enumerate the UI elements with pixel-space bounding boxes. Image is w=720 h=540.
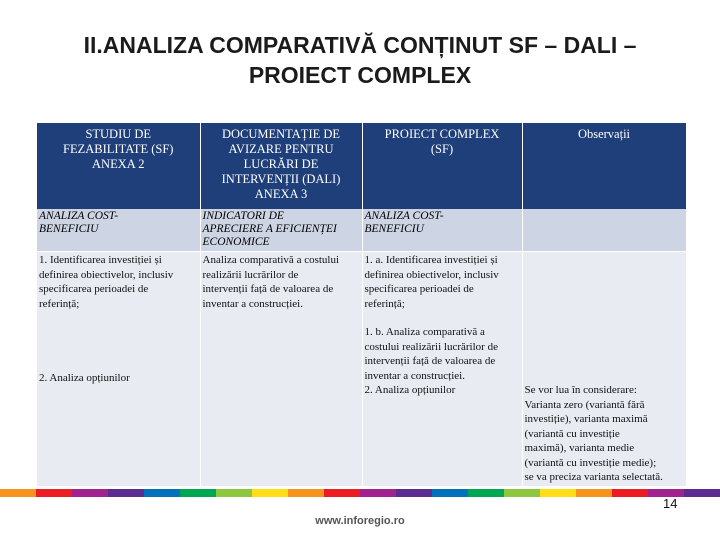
header-dali xyxy=(200,123,362,209)
subheader-line: BENEFICIU xyxy=(364,223,424,235)
spacer xyxy=(39,311,198,371)
body-row xyxy=(37,252,686,486)
subheader-dali xyxy=(200,209,362,252)
body-line: investiție), varianta maximă xyxy=(524,413,648,425)
body-line: 1. Identificarea investiției și xyxy=(39,254,162,266)
body-line: inventar a construcției. xyxy=(364,369,465,382)
spacer xyxy=(365,311,520,325)
subheader-observatii xyxy=(522,209,686,252)
page-number: 14 xyxy=(663,496,678,511)
body-line: referință; xyxy=(364,297,405,310)
body-proiect-complex xyxy=(362,252,522,486)
header-dali-line: AVIZARE PENTRU xyxy=(228,142,334,156)
title-line-2: PROIECT COMPLEX xyxy=(248,62,472,88)
color-stripe-segment xyxy=(108,489,144,497)
body-line: definirea obiectivelor, inclusiv xyxy=(39,268,174,281)
header-sf-line: STUDIU DE xyxy=(85,127,152,141)
header-dali-line: DOCUMENTAȚIE DE xyxy=(221,127,341,141)
subheader-line: ANALIZA COST- xyxy=(364,210,444,222)
body-line: realizării lucrărilor de xyxy=(202,268,299,281)
header-pc-line: (SF) xyxy=(430,142,454,156)
body-line: (variantă cu investiție xyxy=(524,427,620,440)
color-stripe-segment xyxy=(684,489,720,497)
color-stripe-segment xyxy=(0,489,36,497)
body-line: 1. b. Analiza comparativă a xyxy=(364,326,485,338)
header-sf xyxy=(37,123,200,209)
body-line: costului realizării lucrărilor de xyxy=(364,340,498,353)
comparison-table xyxy=(37,123,687,486)
body-sf xyxy=(37,252,200,486)
header-sf-line: ANEXA 2 xyxy=(92,157,145,171)
color-stripe-segment xyxy=(396,489,432,497)
header-dali-line: ANEXA 3 xyxy=(254,187,308,201)
body-line: specificarea perioadei de xyxy=(39,283,149,295)
body-line: specificarea perioadei de xyxy=(364,283,474,295)
color-stripe-bar xyxy=(0,489,720,497)
body-dali xyxy=(200,252,362,486)
header-sf-line: FEZABILITATE (SF) xyxy=(63,142,174,156)
body-observatii xyxy=(522,252,686,486)
body-line: 2. Analiza opțiunilor xyxy=(364,384,456,396)
color-stripe-segment xyxy=(540,489,576,497)
subheader-line: ANALIZA COST- xyxy=(39,210,119,222)
body-line: 1. a. Identificarea investiției și xyxy=(364,254,498,266)
color-stripe-segment xyxy=(432,489,468,497)
slide-title xyxy=(0,30,720,90)
body-line: intervenții față de valoarea de xyxy=(364,355,496,367)
header-obs-line: Observații xyxy=(577,127,631,141)
body-line: maximă), varianta medie xyxy=(524,442,635,454)
header-row xyxy=(37,123,686,209)
body-line: Se vor lua în considerare: xyxy=(524,384,637,396)
color-stripe-segment xyxy=(360,489,396,497)
title-line-1: II.ANALIZA COMPARATIVĂ CONȚINUT SF – DALI – xyxy=(83,32,637,58)
header-dali-line: LUCRĂRI DE xyxy=(243,157,319,171)
color-stripe-segment xyxy=(576,489,612,497)
header-pc-line: PROIECT COMPLEX xyxy=(384,127,500,141)
body-line: definirea obiectivelor, inclusiv xyxy=(364,268,499,281)
body-line: se va preciza varianta selectată. xyxy=(524,471,663,483)
header-observatii xyxy=(522,123,686,209)
subheader-row xyxy=(37,209,686,252)
subheader-line: ECONOMICE xyxy=(202,236,270,248)
color-stripe-segment xyxy=(36,489,72,497)
subheader-line: BENEFICIU xyxy=(39,223,99,235)
subheader-proiect-complex xyxy=(362,209,522,252)
comparison-table-wrapper xyxy=(37,123,686,483)
color-stripe-segment xyxy=(72,489,108,497)
body-line: intervenții față de valoarea de xyxy=(202,283,334,295)
color-stripe-segment xyxy=(180,489,216,497)
color-stripe-segment xyxy=(252,489,288,497)
subheader-line: APRECIERE A EFICIENȚEI xyxy=(202,223,337,235)
header-dali-line: INTERVENȚII (DALI) xyxy=(221,172,341,186)
color-stripe-segment xyxy=(504,489,540,497)
body-line: inventar a construcției. xyxy=(202,297,303,310)
subheader-sf xyxy=(37,209,200,252)
body-line: referință; xyxy=(39,297,80,310)
color-stripe-segment xyxy=(324,489,360,497)
color-stripe-segment xyxy=(288,489,324,497)
body-line: 2. Analiza opțiunilor xyxy=(39,372,130,384)
color-stripe-segment xyxy=(612,489,648,497)
footer-url: www.inforegio.ro xyxy=(315,515,405,527)
body-line: (variantă cu investiție medie); xyxy=(524,456,657,469)
subheader-line: INDICATORI DE xyxy=(202,210,284,222)
header-proiect-complex xyxy=(362,123,522,209)
spacer xyxy=(525,253,684,383)
color-stripe-segment xyxy=(468,489,504,497)
body-line: Analiza comparativă a costului xyxy=(202,254,340,266)
color-stripe-segment xyxy=(216,489,252,497)
color-stripe-segment xyxy=(144,489,180,497)
body-line: Varianta zero (variantă fără xyxy=(524,398,645,411)
